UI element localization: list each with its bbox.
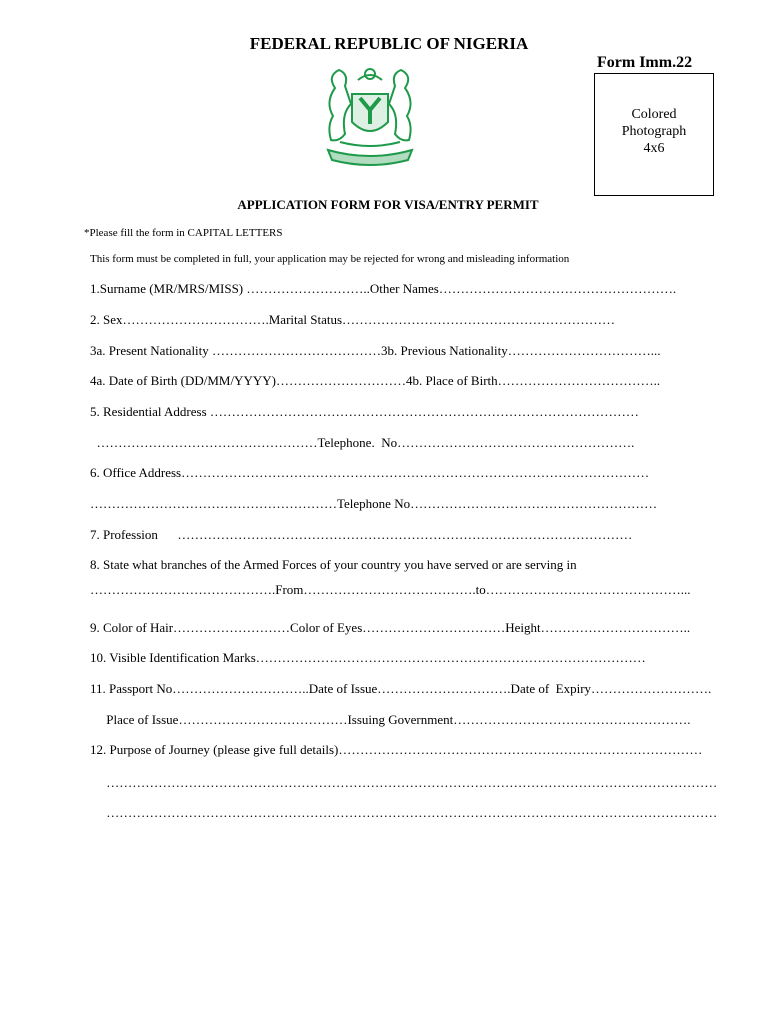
field-residential-address-line[interactable]: 5. Residential Address ……………………………………………………………………………………… bbox=[90, 404, 639, 419]
field-residential-telephone-line[interactable]: ……………………………………………Telephone. No………………………………………………. bbox=[90, 435, 635, 450]
photo-label-line: Colored bbox=[631, 107, 677, 122]
photo-label-line: Photograph bbox=[621, 124, 687, 139]
form-subtitle: APPLICATION FORM FOR VISA/ENTRY PERMIT bbox=[237, 197, 539, 212]
coat-of-arms-icon bbox=[300, 58, 440, 180]
page-title: FEDERAL REPUBLIC OF NIGERIA bbox=[249, 34, 529, 53]
field-nationality-line[interactable]: 3a. Present Nationality …………………………………3b. Previous Nationality……………………………... bbox=[90, 343, 661, 358]
field-office-address-line[interactable]: 6. Office Address……………………………………………………………………………………………… bbox=[90, 465, 650, 480]
field-physical-features-line[interactable]: 9. Color of Hair………………………Color of Eyes……………………………Height…………………………….. bbox=[90, 620, 691, 635]
field-passport-line[interactable]: 11. Passport No…………………………..Date of Issue………………………….Date of Expiry………………………. bbox=[90, 681, 712, 696]
field-identification-marks-line[interactable]: 10. Visible Identification Marks……………………………………………………………………………… bbox=[90, 650, 646, 665]
field-purpose-continuation-line[interactable]: …………………………………………………………………………………………………………………………… bbox=[90, 775, 718, 790]
field-profession-line[interactable]: 7. Profession …………………………………………………………………………………………… bbox=[90, 527, 633, 542]
field-place-of-issue-line[interactable]: Place of Issue…………………………………Issuing Government………………………………………………. bbox=[90, 712, 691, 727]
form-number: Form Imm.22 bbox=[597, 54, 693, 71]
field-surname-line[interactable]: 1.Surname (MR/MRS/MISS) ………………………..Other Names………………………………………………. bbox=[90, 281, 677, 296]
field-purpose-continuation-line[interactable]: …………………………………………………………………………………………………………………………… bbox=[90, 805, 718, 820]
capital-letters-note: *Please fill the form in CAPITAL LETTERS bbox=[84, 227, 283, 239]
armed-forces-question: 8. State what branches of the Armed Forces of your country you have served or are serving in bbox=[90, 557, 577, 572]
completion-note: This form must be completed in full, your application may be rejected for wrong and misleading information bbox=[90, 253, 570, 265]
field-birth-line[interactable]: 4a. Date of Birth (DD/MM/YYYY)…………………………4b. Place of Birth……………………………….. bbox=[90, 373, 661, 388]
photograph-placeholder bbox=[594, 73, 714, 196]
photo-label-line: 4x6 bbox=[643, 141, 665, 156]
field-purpose-of-journey-line[interactable]: 12. Purpose of Journey (please give full details)………………………………………………………………………… bbox=[90, 742, 703, 757]
field-office-telephone-line[interactable]: …………………………………………………Telephone No………………………………………………… bbox=[90, 496, 658, 511]
field-sex-line[interactable]: 2. Sex…………………………….Marital Status……………………………………………………… bbox=[90, 312, 616, 327]
field-armed-forces-line[interactable]: …………………………………….From………………………………….to………………………………………... bbox=[90, 582, 691, 597]
